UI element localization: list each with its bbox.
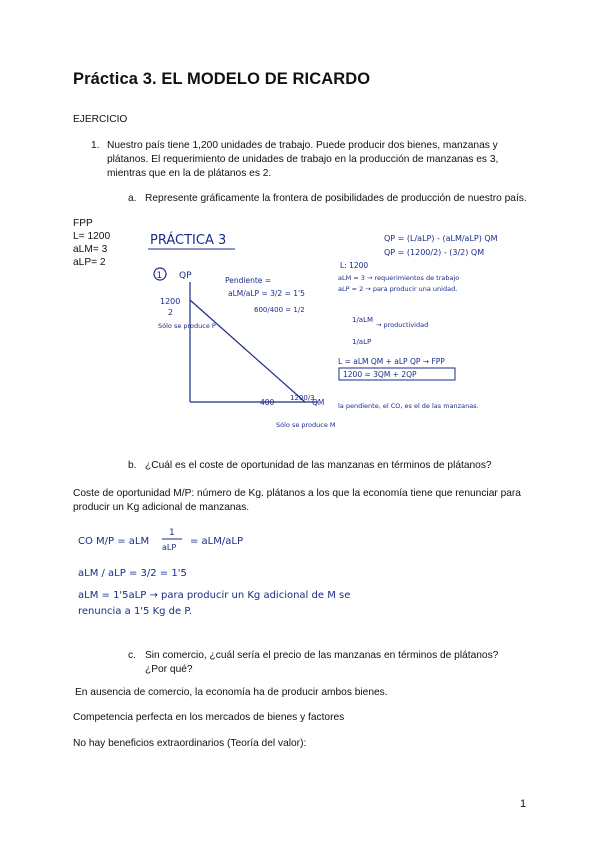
hw2-eq1-frac-num: 1	[169, 528, 175, 538]
subquestion-c-text: Sin comercio, ¿cuál sería el precio de las manzanas en términos de plátanos? ¿Por qué?	[145, 650, 499, 675]
coste-oportunidad-text: Coste de oportunidad M/P: número de Kg. plátanos a los que la economía tiene que renunciar para producir un Kg adicional de manzanas.	[73, 488, 521, 513]
subquestion-c-label: c.	[128, 650, 136, 661]
hw-eq1: QP = (L/aLP) - (aLM/aLP) QM	[384, 234, 498, 243]
question-1-text: Nuestro país tiene 1,200 unidades de trabajo. Puede producir dos bienes, manzanas y plátanos. El requerimiento de unidades de trabajo en la producción de manzanas es 3, mientras que en la de plátanos es 2.	[107, 140, 499, 179]
handwritten-co-equations	[70, 520, 530, 632]
hw-frac1: 1/aLM	[352, 316, 374, 324]
hw-x-intercept: 400	[260, 398, 275, 407]
hw2-eq1-right: = aLM/aLP	[190, 536, 243, 547]
subquestion-a-label: a.	[128, 193, 137, 204]
hw-x-axis-label: QM	[312, 398, 325, 407]
hw-circle-number: 1	[156, 271, 163, 281]
hw-heading: PRÁCTICA 3	[150, 233, 227, 248]
subquestion-b-label: b.	[128, 460, 137, 471]
hw-fpp-line	[190, 300, 305, 402]
paragraph-beneficios: No hay beneficios extraordinarios (Teoría del valor):	[73, 738, 307, 749]
subquestion-a-text: Represente gráficamente la frontera de posibilidades de producción de nuestro país.	[145, 193, 527, 204]
paragraph-competencia: Competencia perfecta en los mercados de bienes y factores	[73, 712, 345, 723]
page-number: 1	[520, 798, 527, 810]
hw-eq4: 1200 = 3QM + 2QP	[343, 370, 417, 379]
paragraph-ausencia: En ausencia de comercio, la economía ha de producir ambos bienes.	[75, 687, 388, 698]
hw-eq3: L = aLM QM + aLP QP → FPP	[338, 357, 445, 366]
hw-bottom-note: la pendiente, el CO, es el de las manzanas.	[338, 402, 479, 410]
fpp-l: L= 1200	[73, 231, 111, 242]
hw2-eq1-left: CO M/P = aLM	[78, 536, 150, 547]
hw2-eq1-frac-den: aLP	[162, 543, 177, 552]
hw-productividad: → productividad	[376, 321, 429, 329]
hw-y-intercept: 1200	[160, 297, 181, 306]
fpp-alm: aLM= 3	[73, 244, 108, 255]
hw-alm-note: aLM = 3 → requerimientos de trabajo	[338, 274, 460, 282]
fpp-data	[73, 217, 110, 269]
page-title: Práctica 3. EL MODELO DE RICARDO	[73, 70, 371, 88]
hw-slope-formula: aLM/aLP = 3/2 = 1'5	[228, 289, 305, 298]
hw-y-over: 2	[168, 308, 174, 317]
question-number: 1.	[91, 140, 100, 151]
hw-x-fraction: 1200/3	[290, 394, 315, 402]
hw-alp-note: aLP = 2 → para producir una unidad.	[338, 285, 458, 293]
hw-eq2: QP = (1200/2) - (3/2) QM	[384, 248, 485, 257]
subquestion-b-text: ¿Cuál es el coste de oportunidad de las manzanas en términos de plátanos?	[145, 460, 492, 471]
hw-slope-label: Pendiente =	[225, 276, 272, 285]
hw2-eq4: renuncia a 1'5 Kg de P.	[78, 606, 193, 617]
hw2-eq3: aLM = 1'5aLP → para producir un Kg adicional de M se	[78, 590, 351, 601]
hw2-eq2: aLM / aLP = 3/2 = 1'5	[78, 568, 187, 579]
hw-l-value: L: 1200	[340, 261, 369, 270]
hw-x-note: Sólo se produce M	[276, 421, 336, 429]
fpp-label: FPP	[73, 218, 93, 229]
hw-slope-ratio: 600/400 = 1/2	[254, 306, 305, 314]
handwritten-fpp-graph	[140, 222, 530, 442]
hw-axis-y: QP	[179, 271, 192, 281]
hw-frac2: 1/aLP	[352, 338, 372, 346]
hw-y-note: Sólo se produce P	[158, 322, 216, 330]
section-heading: EJERCICIO	[73, 114, 128, 125]
fpp-alp: aLP= 2	[73, 257, 106, 268]
